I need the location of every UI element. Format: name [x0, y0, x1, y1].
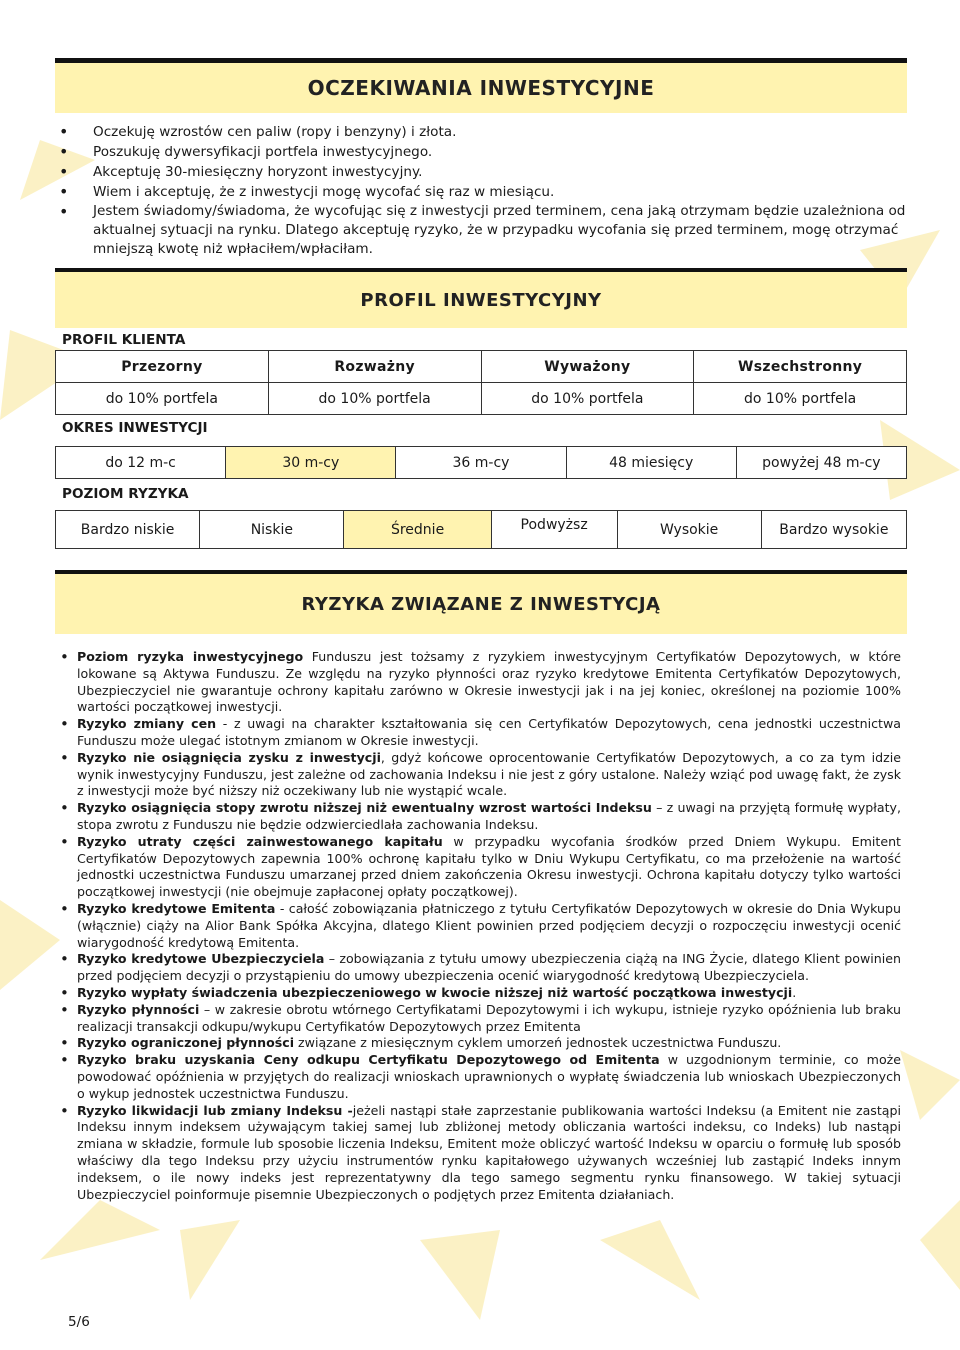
list-item — [55, 1052, 901, 1102]
page-number: 5/6 — [68, 1314, 90, 1330]
risk-name: Ryzyko utraty części zainwestowanego kapitału — [77, 833, 443, 849]
client-profile-label: PROFIL KLIENTA — [62, 332, 186, 348]
list-item — [55, 834, 901, 901]
profile-header-cell: Wszechstronny — [694, 351, 907, 383]
risk-description: w uzgodnionym terminie, co może powodować opóźnienia w przyjętych do realizacji wnioskach uprawnionych o wypłatę świadczenia lub wnioskach Ubezpieczonych o wykup jednostek uczestnictwa Funduszu. — [77, 1052, 902, 1101]
risk-option: Podwyższ — [491, 511, 617, 549]
period-option: do 12 m-c — [56, 447, 226, 479]
risk-name: Ryzyko płynności — [77, 1001, 200, 1017]
period-table — [55, 446, 907, 479]
list-item — [55, 1103, 901, 1204]
profile-value-cell: do 10% portfela — [694, 383, 907, 415]
list-item — [55, 649, 901, 716]
risk-name: Ryzyko kredytowe Ubezpieczyciela — [77, 951, 325, 967]
list-item: • Akceptuję 30-miesięczny horyzont inwestycyjny. — [55, 162, 907, 182]
profile-value-cell: do 10% portfela — [481, 383, 694, 415]
risk-name: Ryzyko nie osiągnięcia zysku z inwestycji — [77, 749, 381, 765]
list-item: • Wiem i akceptuję, że z inwestycji mogę wycofać się raz w miesiącu. — [55, 182, 907, 202]
period-option: powyżej 48 m-cy — [736, 447, 906, 479]
risk-option: Niskie — [200, 511, 344, 549]
list-item: • Jestem świadomy/świadoma, że wycofując się z inwestycji przed terminem, cena jaką otrzymam będzie uzależniona od aktualnej sytuacji na rynku. Dlatego akceptuję ryzyko, że w przypadku wycofania się przed terminem, mogę otrzymać mniejszą kwotę niż wpłaciłem/wpłaciłam. — [55, 202, 907, 259]
risk-description: związane z miesięcznym cyklem umorzeń jednostek uczestnictwa Funduszu. — [294, 1035, 782, 1051]
risk-name: Ryzyko braku uzyskania Ceny odkupu Certyfikatu Depozytowego od Emitenta — [77, 1052, 660, 1068]
risk-description: – zobowiązania z tytułu umowy ubezpieczenia ciążą na ING Życie, dlatego Klient powinien przed podjęciem decyzji o przystąpieniu do umowy ubezpieczenia ocenić wiarygodność kredytową Ubezpieczyciela. — [77, 951, 902, 984]
risk-level-table — [55, 510, 907, 549]
risks-list — [55, 649, 901, 1203]
list-item — [55, 716, 901, 750]
profile-value-cell: do 10% portfela — [268, 383, 481, 415]
risk-name: Ryzyko ograniczonej płynności — [77, 1035, 295, 1051]
profile-value-cell: do 10% portfela — [56, 383, 269, 415]
risk-description: – w zakresie obrotu wtórnego Certyfikatami Depozytowymi i ich wykupu, istnieje ryzyko opóźnienia lub braku realizacji transakcji odkupu/wykupu Certyfikatów Depozytowych przez Emitenta — [77, 1001, 901, 1034]
risk-name: Ryzyko kredytowe Emitenta — [77, 900, 276, 916]
client-profile-table — [55, 350, 907, 415]
list-item — [55, 1002, 901, 1036]
list-item — [55, 901, 901, 951]
expectations-list — [55, 122, 907, 259]
profile-header-cell: Rozważny — [268, 351, 481, 383]
risk-option: Bardzo niskie — [56, 511, 200, 549]
period-option: 48 miesięcy — [566, 447, 736, 479]
risk-description: – z uwagi na przyjętą formułę wypłaty, stopa zwrotu z Funduszu nie będzie odzwierciedlała zachowania Indeksu. — [77, 800, 901, 832]
risk-name: Ryzyko zmiany cen — [77, 716, 217, 732]
risk-description: . — [792, 984, 797, 1000]
profile-heading: PROFIL INWESTYCYJNY — [55, 268, 907, 328]
profile-header-cell: Przezorny — [56, 351, 269, 383]
list-item — [55, 951, 901, 985]
list-item: • Oczekuję wzrostów cen paliw (ropy i benzyny) i złota. — [55, 122, 907, 142]
risk-level-label: POZIOM RYZYKA — [62, 486, 189, 502]
risks-heading: RYZYKA ZWIĄZANE Z INWESTYCJĄ — [55, 570, 907, 634]
risk-name: Ryzyko likwidacji lub zmiany Indeksu - — [77, 1102, 353, 1118]
list-item — [55, 800, 901, 834]
risk-description: jeżeli nastąpi stałe zaprzestanie publikowania wartości Indeksu (a Emitent nie zastąpi Indeksu innym indeksem używającym takiej samej lub zbliżonej metody obliczania wartości indeksu, co Indeks) lub nastąpi zmiana w składzie, formule lub sposobie liczenia Indeksu, Emitent może obliczyć wartość Indeksu w oparciu o formułę lub sposób właściwy dla tego Indeksu przy użyciu instrumentów rynku kapitałowego używanych wcześniej lub zastąpić Indeks innym indeksem, o ile nowy indeks jest reprezentatywny dla tego samego segmentu rynku finansowego. W takiej sytuacji Ubezpieczyciel poinformuje pisemnie Ubezpieczonych o podjętych przez Emitenta działaniach. — [77, 1102, 901, 1202]
risk-name: Poziom ryzyka inwestycyjnego — [77, 649, 304, 664]
period-label: OKRES INWESTYCJI — [62, 420, 208, 436]
period-option: 36 m-cy — [396, 447, 566, 479]
risk-description: - z uwagi na charakter kształtowania się cen Certyfikatów Depozytowych, cena jednostki uczestnictwa Funduszu może ulegać istotnym zmianom w Okresie inwestycji. — [77, 716, 901, 748]
risk-description: Funduszu jest tożsamy z ryzykiem inwestycyjnym Certyfikatów Depozytowych, w które lokowane są Aktywa Funduszu. Ze względu na ryzyko płynności oraz ryzyko kredytowe Emitenta Certyfikatów Depozytowych, Ubezpieczyciel nie gwarantuje ochrony kapitału zarówno w Okresie inwestycji jak i na jej koniec, określonej na poziomie 100% wartości początkowej inwestycji. — [77, 649, 901, 715]
risk-description: , gdyż końcowe oprocentowanie Certyfikatów Depozytowych, a co za tym idzie wynik inwestycyjny Funduszu, jest zależne od zachowania Indeksu i nie jest z góry ustalone. Należy wziąć pod uwagę fakt, że zysk z inwestycji może być niższy niż oczekiwany lub nie wystąpić wcale. — [77, 749, 901, 799]
risk-description: - całość zobowiązania płatniczego z tytułu Certyfikatów Depozytowych w okresie do Dnia Wykupu (włącznie) ciąży na Alior Bank Spółka Akcyjna, dlatego Klient powinien przed podjęciem decyzji o rozpoczęciu inwestycji ocenić wiarygodność kredytową Emitenta. — [77, 900, 901, 950]
list-item: • Poszukuję dywersyfikacji portfela inwestycyjnego. — [55, 142, 907, 162]
risk-name: Ryzyko wypłaty świadczenia ubezpieczeniowego w kwocie niższej niż wartość początkowa inwestycji — [77, 984, 793, 1000]
period-option-selected: 30 m-cy — [226, 447, 396, 479]
risk-option-selected: Średnie — [344, 511, 491, 549]
list-item — [55, 750, 901, 800]
list-item — [55, 1035, 901, 1052]
expectations-heading: OCZEKIWANIA INWESTYCYJNE — [55, 58, 907, 113]
risk-option: Bardzo wysokie — [761, 511, 906, 549]
profile-header-cell: Wyważony — [481, 351, 694, 383]
risk-name: Ryzyko osiągnięcia stopy zwrotu niższej niż ewentualny wzrost wartości Indeksu — [77, 800, 652, 816]
list-item — [55, 985, 901, 1002]
risk-option: Wysokie — [617, 511, 761, 549]
risk-description: w przypadku wycofania środków przed Dniem Wykupu. Emitent Certyfikatów Depozytowych zapewnia 100% ochronę kapitału tylko w Dniu Wykupu Certyfikatu, co ma przełożenie na wartość jednostki uczestnictwa Funduszu umarzanej przed dniem zakończenia Okresu inwestycji. Ochrona kapitału dotyczy tylko wartości początkowej inwestycji (nie obejmuje zapłaconej opłaty początkowej). — [77, 833, 901, 900]
